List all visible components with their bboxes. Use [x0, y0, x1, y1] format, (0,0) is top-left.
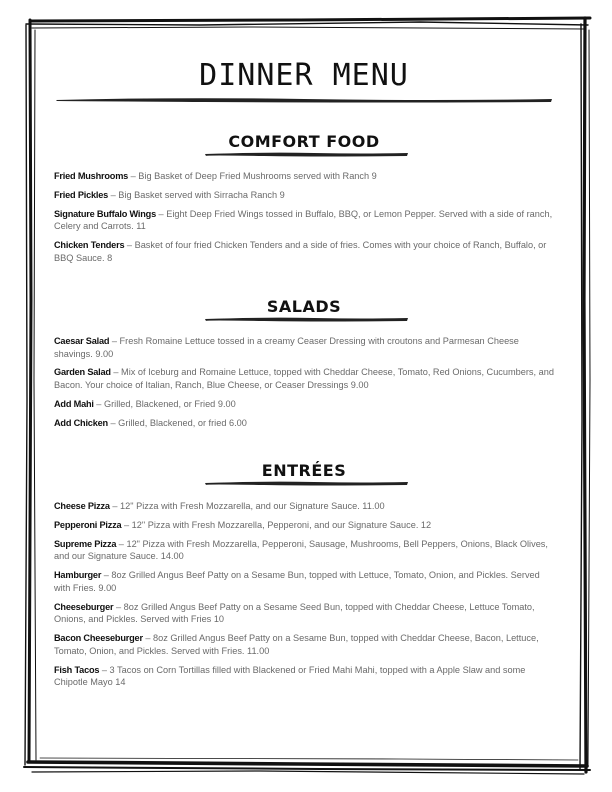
section-underline [204, 151, 409, 158]
menu-item [54, 239, 554, 264]
menu-item [54, 398, 554, 411]
item-description: – 8oz Grilled Angus Beef Patty on a Sesame Seed Bun, topped with Cheddar Cheese, Lettuce Tomato, Onions, and Pickles. Served with Fries 10 [54, 601, 535, 625]
item-name: Cheeseburger [54, 601, 114, 612]
item-name: Add Chicken [54, 417, 108, 428]
item-description: – 8oz Grilled Angus Beef Patty on a Sesame Bun, topped with Cheddar Cheese, Bacon, Lettuce, Tomato, Onion, and Pickles. Served with Fries. 11.00 [54, 633, 539, 656]
menu-item [54, 569, 554, 594]
item-name: Caesar Salad [54, 336, 110, 346]
menu-item [54, 601, 554, 626]
section-items-comfort-food [54, 170, 554, 271]
item-description: – Grilled, Blackened, or Fried 9.00 [93, 398, 236, 409]
menu-item [54, 519, 554, 532]
item-name: Pepperoni Pizza [54, 519, 122, 530]
item-description: – 12" Pizza with Fresh Mozzarella, Pepperoni, Sausage, Mushrooms, Bell Peppers, Onions, Black Olives, and our Signature Sauce. 14.00 [54, 538, 548, 562]
menu-item [54, 208, 554, 233]
item-name: Signature Buffalo Wings [54, 208, 156, 219]
item-name: Bacon Cheeseburger [54, 633, 143, 644]
section-items-entrees [54, 500, 554, 695]
section-items-salads [54, 335, 554, 436]
menu-item [54, 538, 554, 563]
item-name: Supreme Pizza [54, 538, 117, 549]
section-heading-salads: SALADS [266, 297, 342, 316]
section-heading-entrees: ENTRÉES [261, 461, 347, 480]
item-description: – 3 Tacos on Corn Tortillas filled with Blackened or Fried Mahi Mahi, topped with a Apple Slaw and some Chipotle Mayo 14 [54, 664, 526, 688]
item-name: Hamburger [54, 570, 102, 581]
item-name: Fish Tacos [54, 664, 100, 675]
item-description: – Mix of Iceburg and Romaine Lettuce, topped with Cheddar Cheese, Tomato, Red Onions, Cucumbers, and Bacon. Your choice of Italian, Ranch, Blue Cheese, or Ceaser Dressings 9.00 [54, 367, 554, 391]
item-description: – Big Basket served with Sirracha Ranch 9 [108, 189, 285, 200]
item-description: – Eight Deep Fried Wings tossed in Buffalo, BBQ, or Lemon Pepper. Served with a side of ranch, Celery and Carrots. 11 [54, 208, 553, 232]
menu-item [54, 335, 554, 360]
item-name: Cheese Pizza [54, 501, 110, 511]
title-underline [54, 96, 554, 104]
item-description: – Fresh Romaine Lettuce tossed in a creamy Ceaser Dressing with croutons and Parmesan Cheese shavings. 9.00 [54, 336, 519, 359]
item-name: Garden Salad [54, 367, 111, 378]
item-description: – Big Basket of Deep Fried Mushrooms served with Ranch 9 [128, 171, 377, 181]
menu-item [54, 664, 554, 689]
menu-item [54, 500, 554, 513]
item-name: Chicken Tenders [54, 240, 125, 251]
menu-item [54, 632, 554, 657]
menu-item [54, 189, 554, 202]
page-title: DINNER MENU [199, 58, 409, 93]
item-name: Add Mahi [54, 398, 94, 409]
item-name: Fried Mushrooms [54, 171, 129, 181]
item-description: – Grilled, Blackened, or fried 6.00 [107, 417, 247, 428]
item-description: – 8oz Grilled Angus Beef Patty on a Sesame Bun, topped with Lettuce, Tomato, Onion, and Pickles. Served with Fries. 9.00 [54, 570, 540, 593]
menu-item [54, 170, 554, 183]
item-description: – Basket of four fried Chicken Tenders and a side of fries. Comes with your choice of Ranch, Buffalo, or BBQ Sauce. 8 [54, 240, 547, 263]
section-underline [204, 480, 409, 487]
item-description: – 12" Pizza with Fresh Mozzarella, Pepperoni, and our Signature Sauce. 12 [121, 519, 432, 530]
section-heading-comfort-food: COMFORT FOOD [228, 132, 380, 151]
menu-item [54, 366, 554, 391]
item-name: Fried Pickles [54, 189, 109, 200]
item-description: – 12" Pizza with Fresh Mozzarella, and our Signature Sauce. 11.00 [109, 501, 385, 511]
section-underline [204, 316, 409, 323]
menu-item [54, 417, 554, 430]
